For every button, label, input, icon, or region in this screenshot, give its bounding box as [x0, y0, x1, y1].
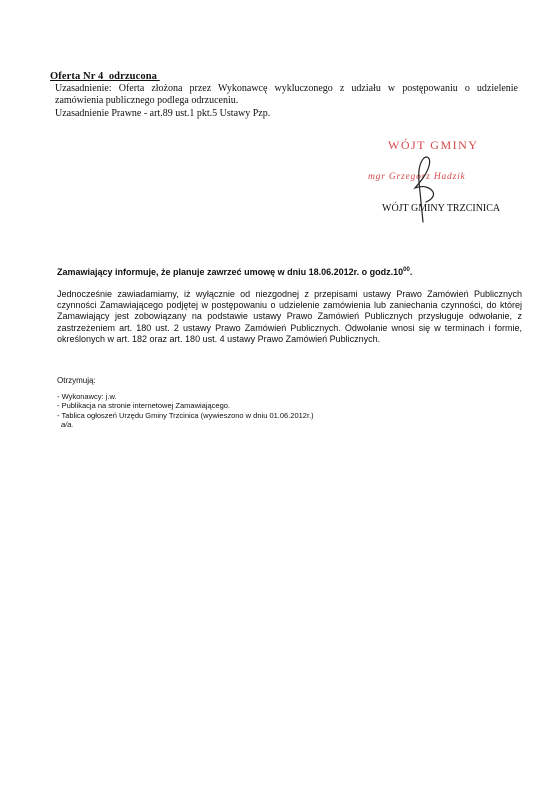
appeal-paragraph: Jednocześnie zawiadamiamy, iż wyłącznie od niezgodnej z przepisami ustawy Prawo Zamówień Publicznych czynności Zamawiającego podjętej w postępowaniu o udzielenie zamówienia lub zaniechania czynności, do której Zamawiający jest zobowiązany na podstawie ustawy Prawo Zamówień Publicznych przysługuje odwołanie, z zastrzeżeniem art. 180 ust. 2 ustawy Prawo Zamówień Publicznych. Odwołanie wnosi się w terminach i formie, określonych w art. 182 oraz art. 180 ust. 4 ustawy Prawo Zamówień Publicznych. [57, 289, 522, 344]
recipient-item: a/a. [61, 419, 74, 429]
notice-text: Zamawiający informuje, że planuje zawrzeć umowę w dniu 18.06.2012r. o godz.10 [57, 267, 404, 277]
stamp-role: WÓJT GMINY TRZCINICA [382, 203, 501, 214]
offer-reason: Uzasadnienie: Oferta złożona przez Wykonawcę wykluczonego z udziału w postępowaniu o udzielenie zamówienia publicznego podlega odrzuceniu. [55, 83, 518, 106]
signature-icon [393, 152, 453, 224]
recipients-list [57, 392, 314, 429]
recipient-item: - Tablica ogłoszeń Urzędu Gminy Trzcinica (wywieszono w dniu 01.06.2012r.) [57, 410, 314, 420]
recipients-label: Otrzymują: [57, 376, 96, 385]
notice-line [57, 267, 412, 277]
notice-end: . [409, 267, 413, 277]
recipient-item: - Wykonawcy: j.w. [57, 392, 117, 401]
stamp-title: WÓJT GMINY [388, 138, 479, 152]
stamp-name: mgr Grzegorz Hadzik [368, 172, 466, 182]
recipient-item: - Publikacja na stronie internetowej Zamawiającego. [57, 401, 231, 411]
offer-legal-basis: Uzasadnienie Prawne - art.89 ust.1 pkt.5 Ustawy Pzp. [55, 108, 271, 119]
offer-title: Oferta Nr 4 odrzucona [50, 71, 160, 82]
notice-superscript: 00 [403, 267, 410, 273]
official-stamp [368, 138, 528, 218]
